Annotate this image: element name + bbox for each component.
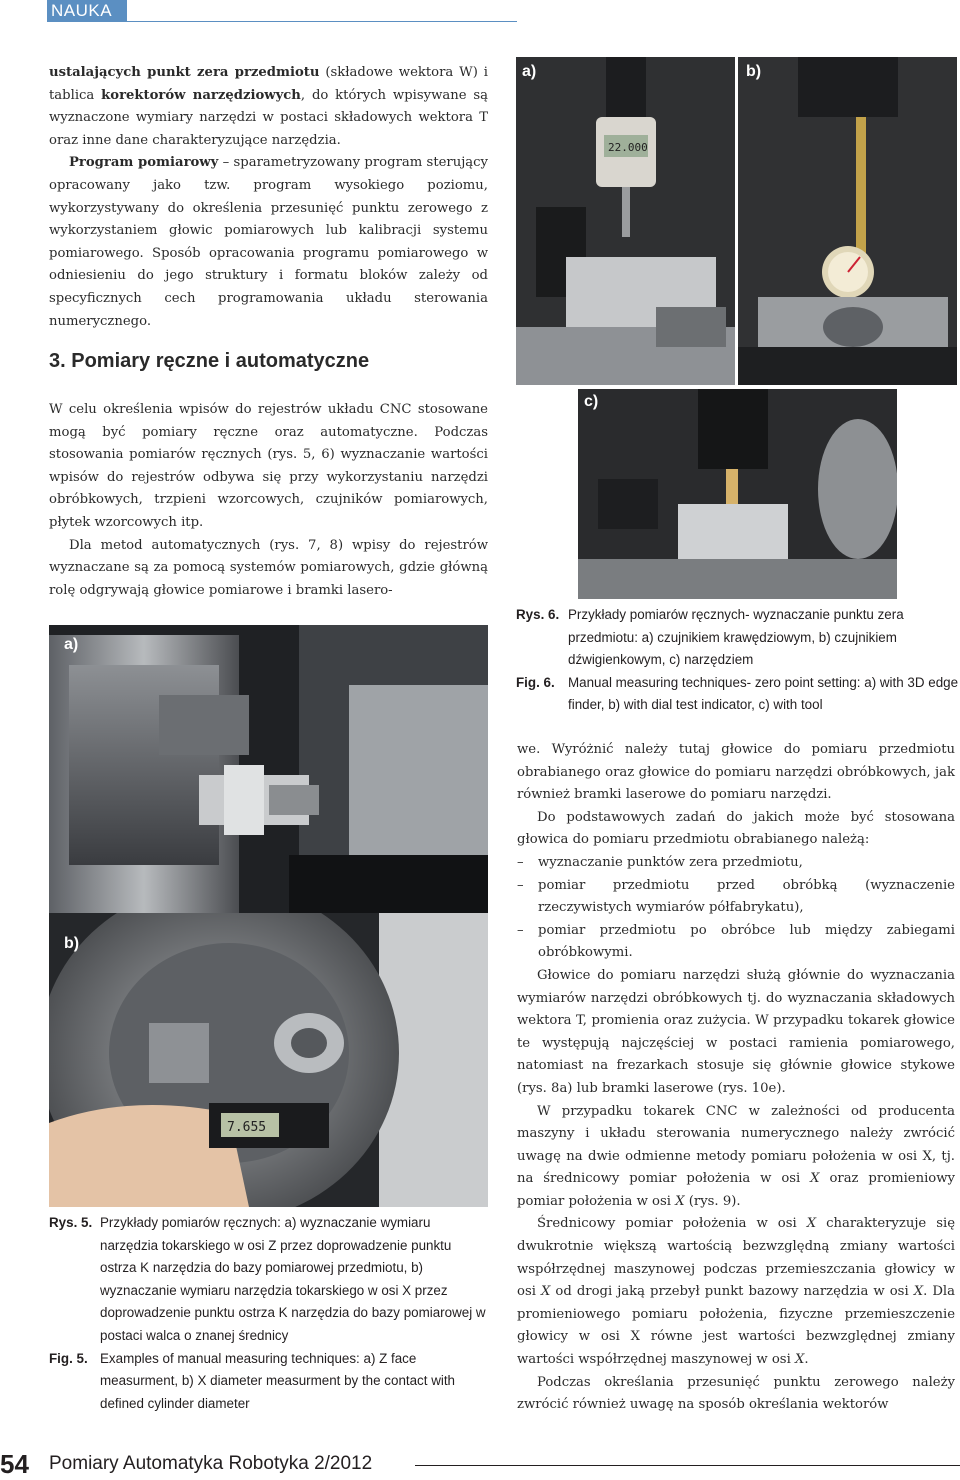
intro-text: – sparametryzowany program sterujący opracowany jako tzw. program wysokiego poziomu, wykorzystywany do określenia przesunięć punktu zerowego z wykorzystaniem głowic pomiarowych lub kalibracji systemu pomiarowego. Sposób opracowania programu pomiarowego w odniesieniu do jego struktury i formatu bloków zależy od specyficznych cech programowania układu sterowania numerycznego.: [49, 155, 489, 329]
fig6-rys-tag: Rys. 6.: [516, 607, 560, 622]
gauge-reading: 22.000: [608, 141, 648, 154]
right-paragraph-3: Głowice do pomiaru narzędzi służą głównie do wyznaczania wymiarów narzędzi obróbkowych tj. do wyznaczania składowych wektora T, promienia oraz zużycia. W przypadku tokarek głowice te występują najczęściej w postaci ramienia pomiarowego, natomiast na frezarkach stosuje się głównie głowice stykowe (rys. 8a) lub bramki laserowe (rys. 10e).: [517, 967, 955, 1096]
body-text: W przypadku tokarek CNC w zależności od producenta maszyny i układu sterowania numerycznego należy zwrócić uwagę na dwie odmienne metody pomiaru położenia w osi X, tj. na średnicowy pomiar położenia w osi: [517, 1103, 955, 1187]
bullet-text: pomiar przedmiotu po obróbce lub między zabiegami obróbkowymi.: [538, 922, 955, 961]
fig5-caption-english: [49, 1348, 489, 1416]
intro-paragraph-1: [49, 62, 488, 152]
fig5-fig-tag: Fig. 5.: [49, 1350, 88, 1366]
axis-symbol: X: [540, 1284, 551, 1300]
fig6c-photo: [578, 389, 897, 599]
fig6-caption-polish: [516, 604, 960, 672]
body-text: Średnicowy pomiar położenia w osi: [537, 1216, 807, 1232]
edge-finder-illustration: [516, 57, 735, 385]
right-paragraph-2: Do podstawowych zadań do jakich może być stosowana głowica do pomiaru przedmiotu obrabianego należą:: [517, 809, 955, 848]
footer-rule: [415, 1465, 960, 1466]
fig5b-photo: [49, 913, 488, 1207]
bullet-item: [517, 852, 955, 875]
dial-indicator-illustration: [738, 57, 957, 385]
bullet-item: [517, 920, 955, 965]
caliper-reading: 7.655: [227, 1120, 267, 1135]
caliper-measurement-illustration: [49, 913, 488, 1207]
fig6-fig-text: Manual measuring techniques- zero point setting: a) with 3D edge finder, b) with dial test indicator, c) with tool: [568, 674, 959, 713]
fig6b-label: b): [746, 63, 762, 80]
tool-contact-illustration: [578, 389, 897, 599]
fig6c-label: c): [584, 393, 599, 410]
dash-marker: –: [517, 854, 524, 870]
section-label: NAUKA: [51, 1, 113, 20]
section-3-paragraph-1: W celu określenia wpisów do rejestrów układu CNC stosowane mogą być pomiary ręczne oraz automatyczne. Podczas stosowania pomiarów ręcznych (rys. 5, 6) wyznaczanie wartości wpisów do rejestrów odbywa się przy wykorzystaniu narzędzi obróbkowych, trzpieni wzorcowych, czujników pomiarowych, płytek wzorcowych itp.: [49, 402, 488, 530]
fig5a-label: a): [64, 636, 79, 653]
intro-text: , do których wpisywane są wyznaczone wymiary narzędzi w postaci składowych wektora T oraz inne dane charakteryzujące narzędzia.: [49, 87, 488, 148]
right-paragraph-4: [517, 1101, 955, 1214]
axis-symbol: X: [794, 1352, 805, 1368]
fig5-rys-tag: Rys. 5.: [49, 1215, 93, 1230]
fig6-rys-text: Przykłady pomiarów ręcznych- wyznaczanie punktu zera przedmiotu: a) czujnikiem krawędziowym, b) czujnikiem dźwigienkowym, c) narzędziem: [568, 607, 904, 668]
intro-text: (składowe wektora W) i tablica: [49, 65, 488, 103]
axis-symbol: X: [675, 1193, 685, 1209]
term-tool-correctors: korektorów narzędziowych: [101, 87, 301, 103]
section-3-body: [49, 399, 488, 602]
section-tab: [47, 0, 127, 22]
fig6a-photo: [516, 57, 735, 385]
fig6-caption: [516, 604, 960, 717]
fig5-caption: [49, 1212, 489, 1415]
fig6-fig-tag: Fig. 6.: [516, 674, 555, 690]
right-paragraph-6: Podczas określania przesunięć punktu zerowego należy zwrócić również uwagę na sposób określania wektorów: [517, 1374, 955, 1413]
fig6a-label: a): [522, 63, 537, 80]
right-paragraph-5: [517, 1213, 955, 1371]
fig6-caption-english: [516, 672, 960, 717]
lathe-chuck-illustration: [49, 625, 488, 913]
axis-symbol: X: [913, 1284, 924, 1300]
header-rule: [123, 21, 517, 22]
dash-marker: –: [517, 922, 524, 938]
bullet-text: pomiar przedmiotu przed obróbką (wyznaczenie rzeczywistych wymiarów półfabrykatu),: [538, 877, 955, 916]
fig5-caption-polish: [49, 1212, 489, 1348]
section-heading: 3. Pomiary ręczne i automatyczne: [49, 350, 370, 372]
journal-title: Pomiary Automatyka Robotyka 2/2012: [49, 1453, 373, 1474]
body-text: (rys. 9).: [684, 1193, 741, 1209]
body-text: .: [804, 1352, 809, 1368]
fig5-rys-text: Przykłady pomiarów ręcznych: a) wyznaczanie wymiaru narzędzia tokarskiego w osi Z przez doprowadzenie punktu ostrza K narzędzia do bazy pomiarowej przedmiotu, b) wyznaczanie wymiaru narzędzia tokarskiego w osi X przez doprowadzenie punktu ostrza K narzędzia do bazy pomiarowej w postaci walca o znanej średnicy: [100, 1215, 486, 1343]
intro-paragraph-2: [49, 152, 488, 333]
page-number: 54: [0, 1449, 29, 1479]
right-column-body: [517, 739, 955, 1417]
axis-symbol: X: [810, 1171, 820, 1187]
fig5-fig-text: Examples of manual measuring techniques: a) Z face measurment, b) X diameter measurment by the contact with defined cylinder diameter: [100, 1350, 456, 1411]
dash-marker: –: [517, 877, 524, 893]
body-text: oraz promieniowy pomiar położenia w osi: [517, 1171, 955, 1209]
term-zero-point: ustalających punkt zera przedmiotu: [49, 65, 320, 80]
term-measuring-program: Program pomiarowy: [69, 155, 219, 171]
fig5b-label: b): [64, 935, 80, 952]
left-column-intro: [49, 62, 488, 333]
bullet-text: wyznaczanie punktów zera przedmiotu,: [538, 854, 803, 870]
fig5a-photo: [49, 625, 488, 913]
body-text: charakteryzuje się dwukrotnie większą wartością bezwzględną zmiany wartości współrzędnej maszynowej podczas przemieszczania głowicy w osi: [517, 1216, 955, 1300]
body-text: . Dla promieniowego pomiaru położenia, fizyczne przemieszczenie głowicy w osi X równe jest wartości bezwzględnej zmiany wartości współrzędnej maszynowej w osi: [517, 1284, 955, 1368]
section-3-paragraph-2: Dla metod automatycznych (rys. 7, 8) wpisy do rejestrów wyznaczane są za pomocą systemów pomiarowych, gdzie główną rolę odgrywają głowice pomiarowe i bramki lasero-: [49, 537, 488, 598]
fig6b-photo: [738, 57, 957, 385]
bullet-item: [517, 875, 955, 920]
body-text: od drogi jaką przebył punkt bazowy narzędzia w osi: [550, 1284, 914, 1300]
right-paragraph-1: we. Wyróżnić należy tutaj głowice do pomiaru przedmiotu obrabianego oraz głowice do pomiaru narzędzi obróbkowych, jak również bramki laserowe do pomiaru narzędzi.: [517, 742, 955, 803]
axis-symbol: X: [806, 1216, 817, 1232]
